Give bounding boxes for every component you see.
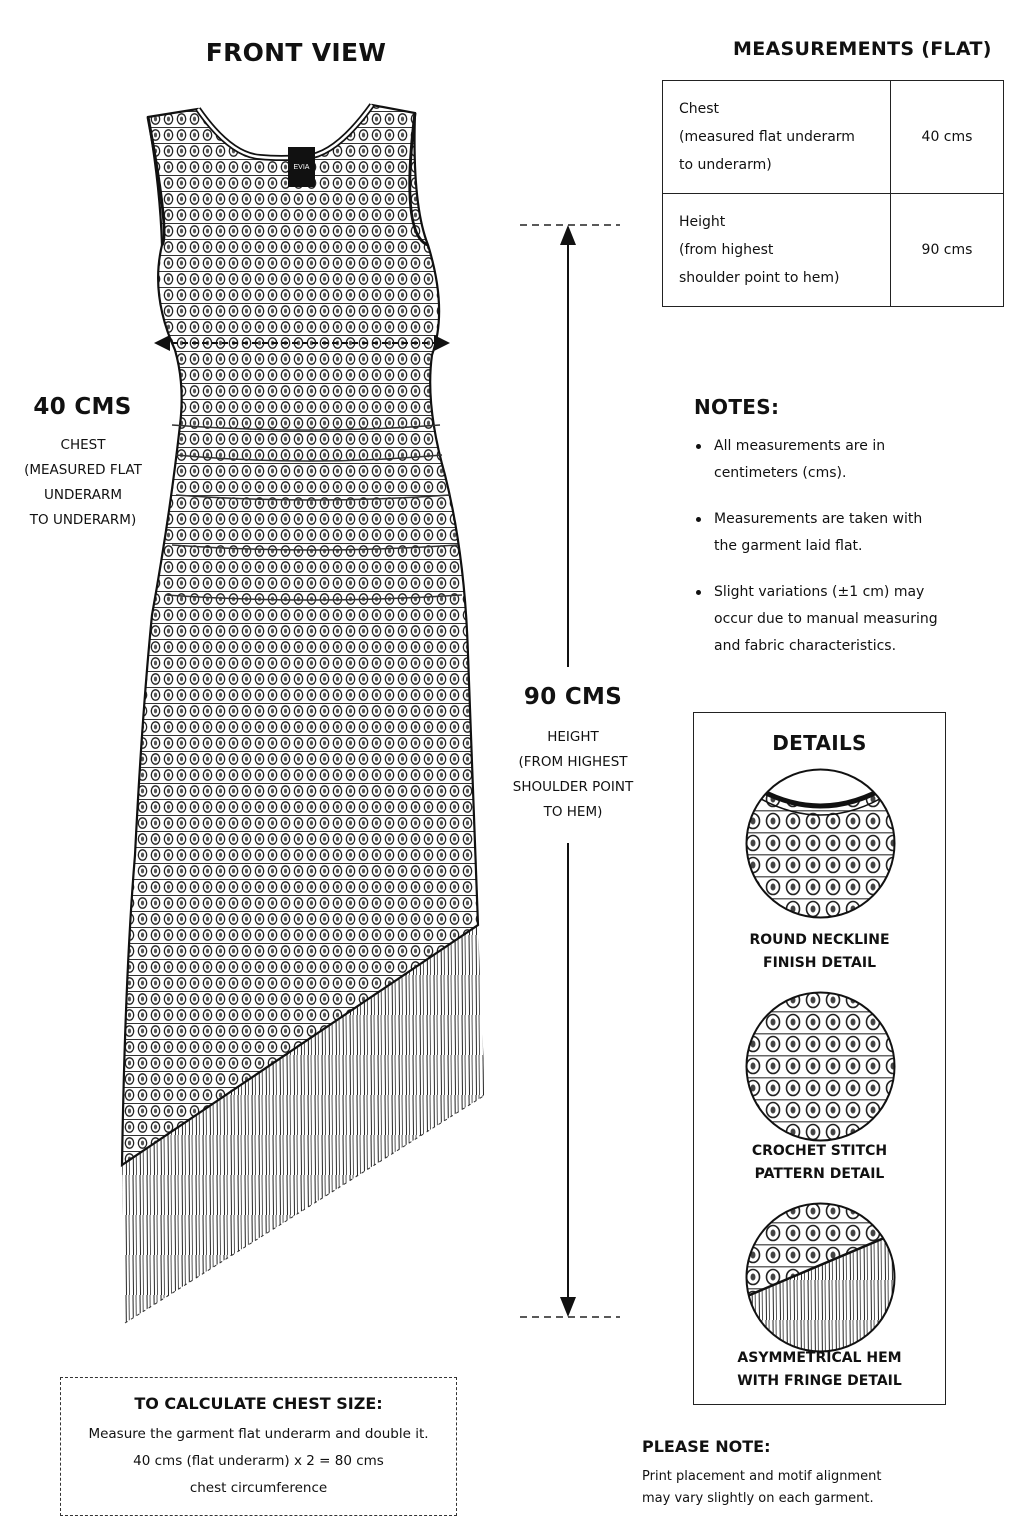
- table-row: [663, 194, 1004, 307]
- height-callout-value: 90 CMS: [523, 684, 623, 710]
- neckline-detail-image: [743, 766, 898, 921]
- measurement-value: 90 cms: [891, 194, 1004, 307]
- brand-tag-text: EVIA: [293, 164, 310, 171]
- height-callout-text: HEIGHT (FROM HIGHEST SHOULDER POINT TO HEM): [512, 729, 634, 820]
- calculate-title: TO CALCULATE CHEST SIZE:: [134, 1394, 383, 1413]
- list-item: Measurements are taken with the garment laid flat.: [694, 506, 1004, 560]
- table-row: [663, 81, 1004, 194]
- crochet-detail-caption: CROCHET STITCH PATTERN DETAIL: [751, 1143, 888, 1182]
- measurement-value: 40 cms: [891, 81, 1004, 194]
- details-title: DETAILS: [772, 731, 867, 755]
- front-view-title: FRONT VIEW: [205, 38, 387, 67]
- fringe-detail-image: [743, 1200, 898, 1355]
- measurement-label: Height (from highest shoulder point to hem): [663, 194, 891, 307]
- list-item: All measurements are in centimeters (cms).: [694, 433, 1004, 487]
- notes-title: NOTES:: [694, 395, 780, 419]
- measurements-title: MEASUREMENTS (FLAT): [733, 38, 992, 60]
- dress-illustration: [110, 95, 510, 1335]
- measurement-label: Chest (measured flat underarm to underarm): [663, 81, 891, 194]
- details-panel: [693, 712, 946, 1405]
- fringe-detail-caption: ASYMMETRICAL HEM WITH FRINGE DETAIL: [737, 1350, 902, 1389]
- please-note-title: PLEASE NOTE:: [642, 1437, 771, 1456]
- calculate-chest-box: [60, 1377, 457, 1516]
- crochet-detail-image: [743, 989, 898, 1144]
- calculate-body: Measure the garment flat underarm and double it. 40 cms (flat underarm) x 2 = 80 cms chest circumference: [88, 1426, 429, 1496]
- please-note-text: Print placement and motif alignment may vary slightly on each garment.: [642, 1469, 882, 1506]
- measurements-table: [662, 80, 1004, 307]
- list-item: Slight variations (±1 cm) may occur due to manual measuring and fabric characteristics.: [694, 579, 1004, 660]
- neckline-detail-caption: ROUND NECKLINE FINISH DETAIL: [749, 932, 890, 971]
- chest-callout-text: CHEST (MEASURED FLAT UNDERARM TO UNDERARM): [24, 437, 142, 528]
- notes-list: [694, 433, 1004, 679]
- chest-callout-value: 40 CMS: [33, 394, 132, 420]
